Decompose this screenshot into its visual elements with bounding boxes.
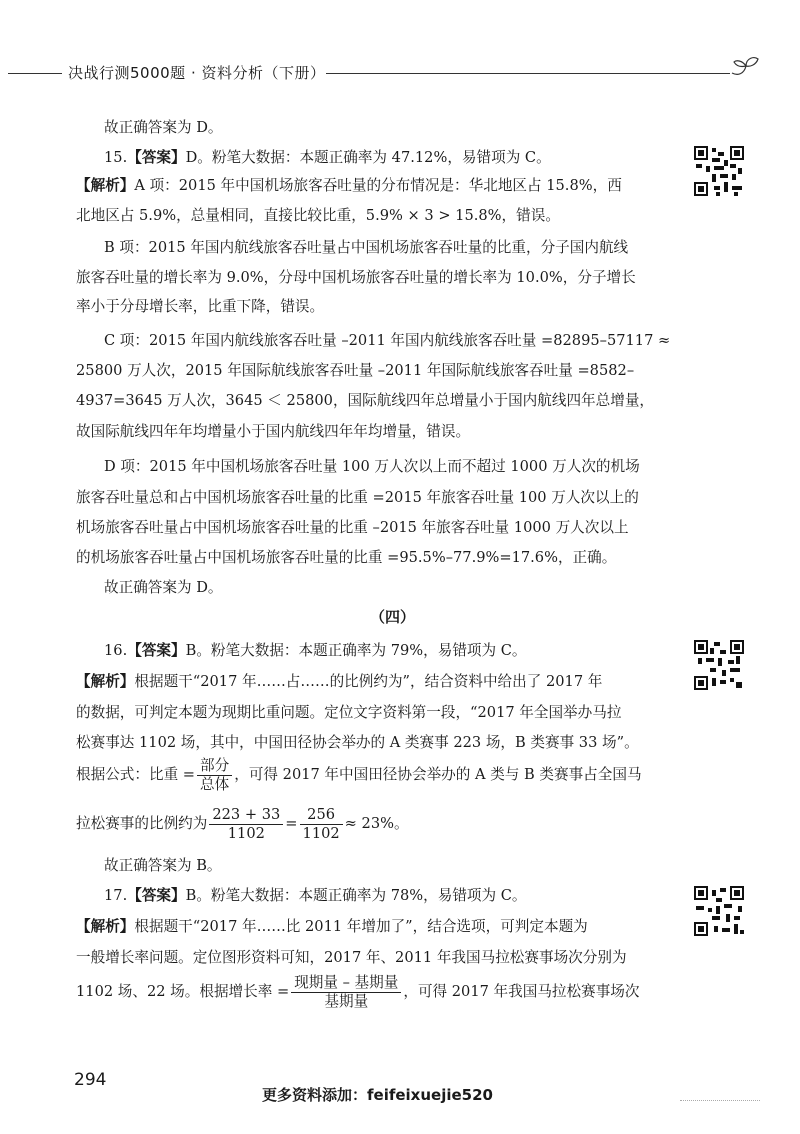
- answer-text: D。粉笔大数据：本题正确率为 47.12%，易错项为 C。: [185, 149, 551, 166]
- section-heading: （四）: [370, 608, 416, 626]
- answer-tag: 【答案】: [127, 149, 186, 166]
- text-line: 故正确答案为 D。: [104, 579, 223, 596]
- text-line: 机场旅客吞吐量占中国机场旅客吞吐量的比重 –2015 年旅客吞吐量 1000 万人次以上: [76, 519, 629, 536]
- q16-answer-line: [104, 641, 527, 661]
- text-line: [76, 672, 602, 692]
- formula-suffix: ，可得 2017 年我国马拉松赛事场次: [403, 983, 640, 1000]
- fraction-result: [300, 806, 343, 843]
- text-line: 故正确答案为 D。: [104, 119, 223, 136]
- footer-note: 更多资料添加：feifeixuejie520: [262, 1086, 493, 1104]
- text-line: 旅客吞吐量总和占中国机场旅客吞吐量的比重 =2015 年旅客吞吐量 100 万人次以上的: [76, 489, 639, 506]
- text-line: B 项：2015 年国内航线旅客吞吐量占中国机场旅客吞吐量的比重，分子国内航线: [104, 239, 629, 256]
- answer-text: B。粉笔大数据：本题正确率为 79%，易错项为 C。: [185, 642, 527, 659]
- analysis-tag: 【解析】: [76, 918, 135, 935]
- answer-tag: 【答案】: [127, 642, 186, 659]
- fraction-growth-rate: [291, 974, 401, 1011]
- running-header: [8, 60, 768, 90]
- text-line: 的数据，可判定本题为现期比重问题。定位文字资料第一段，“2017 年全国举办马拉: [76, 704, 622, 721]
- header-rule-left: [8, 73, 62, 74]
- text-line: [76, 176, 622, 196]
- analysis-tag: 【解析】: [76, 673, 135, 690]
- footer-dotted-rule: [680, 1100, 760, 1101]
- fraction-denominator: 总体: [200, 775, 230, 793]
- fraction-part-whole: [197, 757, 232, 794]
- formula-line: [76, 804, 409, 844]
- page-number: 294: [74, 1070, 107, 1090]
- qr-code-icon[interactable]: [694, 146, 744, 196]
- text-line: 4937=3645 万人次，3645 ＜ 25800，国际航线四年总增量小于国内航线四年总增量，: [76, 392, 655, 409]
- fraction-denominator: 1102: [302, 824, 340, 842]
- analysis-text: 根据题干“2017 年……占……的比例约为”，结合资料中给出了 2017 年: [134, 673, 603, 690]
- qr-code-icon[interactable]: [694, 640, 744, 690]
- text-line: C 项：2015 年国内航线旅客吞吐量 –2011 年国内航线旅客吞吐量 =82895–57117 ≈: [104, 332, 671, 349]
- question-number: 15.: [104, 149, 128, 166]
- text-line: 松赛事达 1102 场，其中，中国田径协会举办的 A 类赛事 223 场，B 类赛事 33 场”。: [76, 734, 639, 751]
- text-line: 的机场旅客吞吐量占中国机场旅客吞吐量的比重 =95.5%–77.9%=17.6%，正确。: [76, 549, 617, 566]
- header-title: 决战行测5000题 · 资料分析（下册）: [68, 64, 326, 82]
- formula-prefix: 1102 场、22 场。根据增长率 =: [76, 983, 290, 1000]
- qr-code-icon[interactable]: [694, 886, 744, 936]
- fraction-numerator: 256: [300, 806, 343, 825]
- fraction-numerator: 223 + 33: [209, 806, 283, 825]
- fraction-denominator: 基期量: [324, 992, 369, 1010]
- text-line: 旅客吞吐量的增长率为 9.0%，分母中国机场旅客吞吐量的增长率为 10.0%，分子增长: [76, 269, 636, 286]
- text-line: [76, 917, 588, 937]
- text-line: 一般增长率问题。定位图形资料可知，2017 年、2011 年我国马拉松赛事场次分别为: [76, 949, 627, 966]
- answer-text: B。粉笔大数据：本题正确率为 78%，易错项为 C。: [185, 887, 527, 904]
- formula-line: [76, 972, 639, 1012]
- text-line: D 项：2015 年中国机场旅客吞吐量 100 万人次以上而不超过 1000 万人次的机场: [104, 458, 640, 475]
- answer-tag: 【答案】: [127, 887, 186, 904]
- text-line: 故国际航线四年年均增量小于国内航线四年年均增量，错误。: [76, 423, 471, 440]
- formula-suffix: ，可得 2017 年中国田径协会举办的 A 类与 B 类赛事占全国马: [234, 766, 642, 783]
- fraction-numerator: 部分: [197, 757, 232, 776]
- text-line: 率小于分母增长率，比重下降，错误。: [76, 298, 325, 315]
- equals-sign: =: [285, 815, 298, 832]
- header-rule-right: [326, 73, 730, 74]
- q15-answer-line: [104, 148, 551, 168]
- fraction-sum: [209, 806, 283, 843]
- q17-answer-line: [104, 886, 527, 906]
- question-number: 17.: [104, 887, 128, 904]
- formula-prefix: 拉松赛事的比例约为: [76, 815, 208, 832]
- analysis-tag: 【解析】: [76, 177, 135, 194]
- formula-line: [76, 756, 642, 794]
- fraction-denominator: 1102: [227, 824, 265, 842]
- formula-suffix: ≈ 23%。: [344, 815, 409, 832]
- question-number: 16.: [104, 642, 128, 659]
- analysis-text: A 项：2015 年中国机场旅客吞吐量的分布情况是：华北地区占 15.8%，西: [134, 177, 622, 194]
- text-line: 25800 万人次，2015 年国际航线旅客吞吐量 –2011 年国际航线旅客吞吐量 =8582–: [76, 362, 635, 379]
- text-line: 故正确答案为 B。: [104, 857, 222, 874]
- sprout-icon: [728, 54, 764, 82]
- fraction-numerator: 现期量 – 基期量: [291, 974, 401, 993]
- text-line: 北地区占 5.9%，总量相同，直接比较比重，5.9% × 3 > 15.8%，错误。: [76, 207, 560, 224]
- analysis-text: 根据题干“2017 年……比 2011 年增加了”，结合选项，可判定本题为: [134, 918, 588, 935]
- formula-prefix: 根据公式：比重 =: [76, 766, 196, 783]
